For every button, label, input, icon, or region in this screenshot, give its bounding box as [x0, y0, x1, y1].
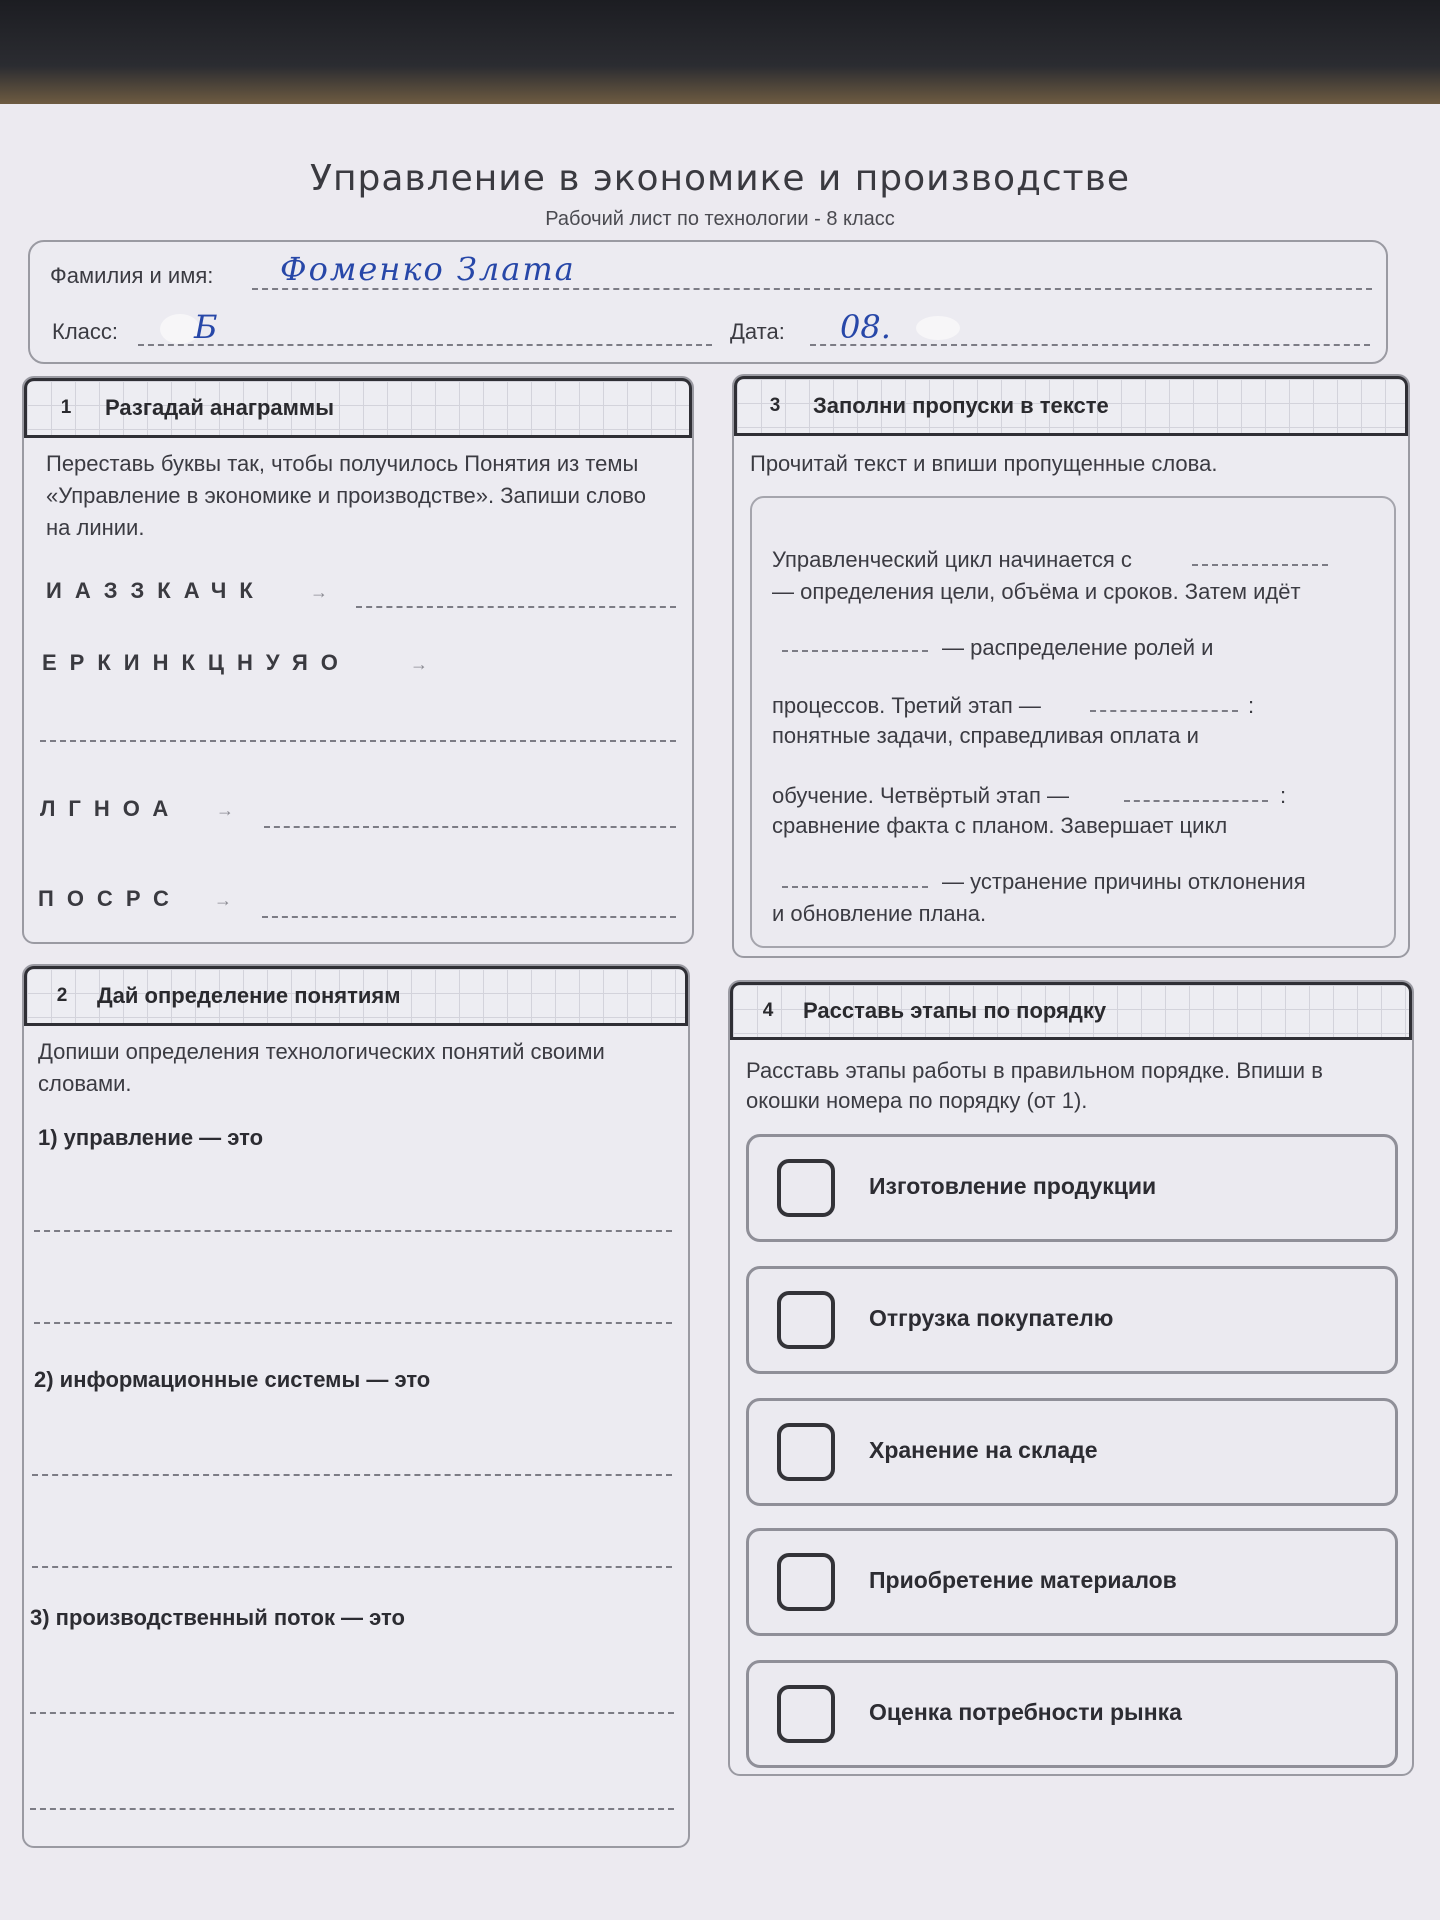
text-line-6: обучение. Четвёртый этап — — [772, 783, 1069, 808]
step-label: Хранение на складе — [869, 1437, 1098, 1463]
definition-prompt-3: 3) производственный поток — это — [30, 1605, 405, 1630]
date-handwritten: 08. — [840, 308, 891, 346]
order-step — [746, 1528, 1398, 1636]
definition-prompt-1: 1) управление — это — [38, 1125, 264, 1150]
task2-card — [22, 964, 690, 1848]
arrow-icon: → — [216, 800, 234, 820]
blank-4[interactable] — [1124, 800, 1268, 802]
name-field-line[interactable] — [252, 288, 1372, 290]
order-number-box[interactable] — [777, 1685, 835, 1743]
answer-line-4[interactable] — [262, 916, 676, 918]
task4-title: Расставь этапы по порядку — [803, 998, 1107, 1023]
anagram-3: ЛГНОА — [40, 796, 182, 821]
anagram-4: ПОСРС — [38, 886, 182, 911]
text-line-9: и обновление плана. — [772, 901, 987, 926]
task2-title: Дай определение понятиям — [97, 983, 401, 1008]
answer-line-3[interactable] — [264, 826, 676, 828]
step-label: Отгрузка покупателю — [869, 1305, 1114, 1331]
task1-number: 1 — [60, 397, 72, 418]
name-label: Фамилия и имя: — [50, 263, 214, 288]
task1-header — [24, 378, 692, 438]
class-label: Класс: — [52, 319, 118, 344]
text-line-1: Управленческий цикл начинается с — [772, 547, 1132, 572]
definition-line-1a[interactable] — [34, 1230, 672, 1232]
blank-5[interactable] — [782, 886, 928, 888]
text-line-4: процессов. Третий этап — — [772, 693, 1041, 718]
task3-instruction: Прочитай текст и впиши пропущенные слова. — [750, 451, 1218, 476]
order-number-box[interactable] — [777, 1553, 835, 1611]
task4-instruction: Расставь этапы работы в правильном порядке. Впиши в окошки номера по порядку (от 1). — [746, 1058, 1323, 1113]
anagram-2: ЕРКИНКЦНУЯО — [42, 650, 351, 675]
task1-instruction: Переставь буквы так, чтобы получилось Понятия из темы «Управление в экономике и производстве». Запиши слово на линии. — [46, 451, 646, 540]
definition-line-2b[interactable] — [32, 1566, 672, 1568]
order-step — [746, 1660, 1398, 1768]
class-field-line[interactable] — [138, 344, 712, 346]
whiteout-mark — [916, 316, 960, 340]
task3-number: 3 — [769, 395, 781, 416]
page-title: Управление в экономике и производстве — [310, 158, 1130, 199]
task3-card — [732, 374, 1410, 958]
text-line-8: — устранение причины отклонения — [942, 869, 1306, 894]
blank-3[interactable] — [1090, 710, 1238, 712]
arrow-icon: → — [214, 890, 232, 910]
text-line-2: — определения цели, объёма и сроков. Затем идёт — [772, 579, 1301, 604]
blank-1[interactable] — [1192, 564, 1328, 566]
text-line-5: понятные задачи, справедливая оплата и — [772, 723, 1199, 748]
definition-line-3a[interactable] — [30, 1712, 674, 1714]
answer-line-1[interactable] — [356, 606, 676, 608]
student-info-box — [28, 240, 1388, 364]
definition-prompt-2: 2) информационные системы — это — [34, 1367, 431, 1392]
date-label: Дата: — [730, 319, 785, 344]
date-field-line[interactable] — [810, 344, 1370, 346]
name-handwritten: Фоменко Злата — [280, 250, 576, 288]
task4-number: 4 — [762, 1000, 774, 1021]
arrow-icon: → — [310, 582, 328, 602]
task3-header — [734, 376, 1408, 436]
task1-card — [22, 376, 694, 944]
background-surface — [0, 0, 1440, 120]
order-step — [746, 1134, 1398, 1242]
page-subtitle: Рабочий лист по технологии - 8 класс — [545, 208, 895, 230]
step-label: Изготовление продукции — [869, 1173, 1157, 1199]
blank-2[interactable] — [782, 650, 928, 652]
order-number-box[interactable] — [777, 1291, 835, 1349]
task2-instruction: Допиши определения технологических понятий своими словами. — [38, 1039, 605, 1096]
text-colon-1: : — [1248, 693, 1255, 718]
task4-header — [730, 982, 1412, 1040]
order-step — [746, 1398, 1398, 1506]
task3-title: Заполни пропуски в тексте — [813, 393, 1109, 418]
step-label: Приобретение материалов — [869, 1567, 1177, 1593]
definition-line-2a[interactable] — [32, 1474, 672, 1476]
answer-line-2[interactable] — [40, 740, 676, 742]
text-line-7: сравнение факта с планом. Завершает цикл — [772, 813, 1228, 838]
text-colon-2: : — [1280, 783, 1287, 808]
definition-line-1b[interactable] — [34, 1322, 672, 1324]
arrow-icon: → — [410, 654, 428, 674]
text-line-3: — распределение ролей и — [942, 635, 1214, 660]
definition-line-3b[interactable] — [30, 1808, 674, 1810]
task2-number: 2 — [56, 985, 68, 1006]
order-step — [746, 1266, 1398, 1374]
order-number-box[interactable] — [777, 1159, 835, 1217]
class-handwritten: Б — [194, 308, 218, 346]
task1-title: Разгадай анаграммы — [105, 395, 334, 420]
task4-card — [728, 980, 1414, 1776]
task2-header — [24, 966, 688, 1026]
anagram-1: ИАЗЗКАЧК — [46, 578, 266, 603]
order-number-box[interactable] — [777, 1423, 835, 1481]
step-label: Оценка потребности рынка — [869, 1699, 1182, 1725]
fill-in-text-panel — [750, 496, 1396, 948]
